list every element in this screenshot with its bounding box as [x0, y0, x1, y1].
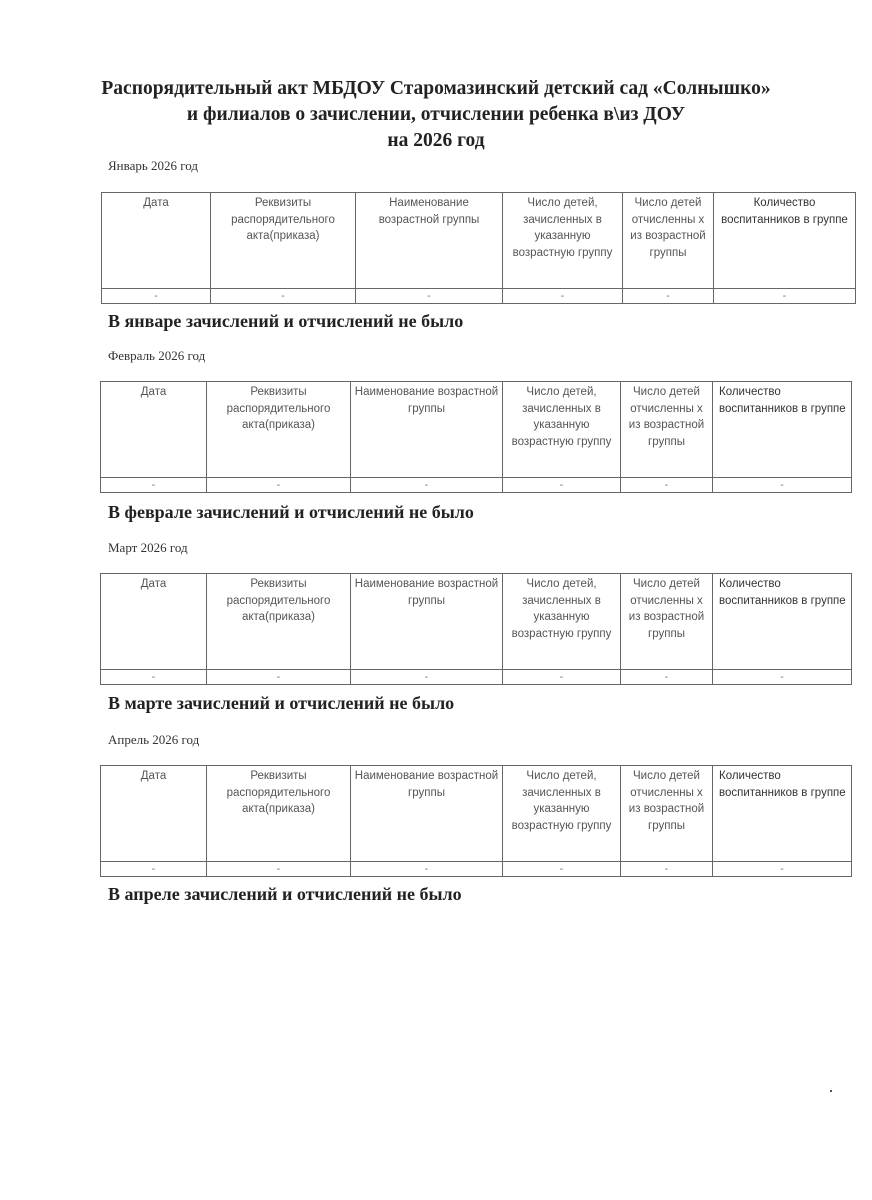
month-label: Март 2026 год [108, 540, 188, 555]
table-cell: - [351, 862, 503, 877]
column-header: Число детей отчисленны х из возрастной группы [621, 382, 713, 478]
table-cell: - [713, 862, 852, 877]
month-summary: В апреле зачислений и отчислений не было [108, 884, 462, 904]
table-header-row [101, 382, 852, 478]
table-cell: - [207, 862, 351, 877]
table-row [101, 670, 852, 685]
column-header: Наименование возрастной группы [351, 574, 503, 670]
column-header: Число детей, зачисленных в указанную возрастную группу [503, 193, 623, 289]
table-cell: - [211, 289, 356, 304]
scan-speck [830, 1090, 832, 1092]
table-row [101, 862, 852, 877]
table-cell: - [356, 289, 503, 304]
table-cell: - [351, 478, 503, 493]
table-cell: - [623, 289, 714, 304]
table-header-row [101, 766, 852, 862]
table-cell: - [621, 478, 713, 493]
column-header: Число детей отчисленны х из возрастной группы [623, 193, 714, 289]
column-header: Дата [101, 382, 207, 478]
table-cell: - [207, 670, 351, 685]
table-cell: - [714, 289, 856, 304]
column-header: Реквизиты распорядительного акта(приказа) [207, 382, 351, 478]
enrollment-table [101, 192, 856, 304]
table-row [101, 478, 852, 493]
title-line-3: на 2026 год [387, 130, 485, 151]
month-label: Январь 2026 год [108, 158, 199, 173]
enrollment-table [100, 381, 852, 493]
column-header: Наименование возрастной группы [351, 766, 503, 862]
month-label: Апрель 2026 год [108, 732, 200, 747]
month-summary: В феврале зачислений и отчислений не было [108, 502, 474, 522]
table-cell: - [351, 670, 503, 685]
table-header-row [101, 574, 852, 670]
column-header: Дата [101, 574, 207, 670]
table-cell: - [503, 289, 623, 304]
title-line-2: и филиалов о зачислении, отчислении ребенка в\из ДОУ [186, 104, 686, 125]
table-cell: - [101, 670, 207, 685]
column-header: Количество воспитанников в группе [713, 574, 852, 670]
month-summary: В январе зачислений и отчислений не было [108, 311, 464, 331]
column-header: Число детей отчисленны х из возрастной группы [621, 574, 713, 670]
month-label: Февраль 2026 год [108, 348, 206, 363]
column-header: Количество воспитанников в группе [714, 193, 856, 289]
column-header: Число детей, зачисленных в указанную возрастную группу [503, 382, 621, 478]
table-cell: - [101, 478, 207, 493]
column-header: Число детей, зачисленных в указанную возрастную группу [503, 766, 621, 862]
column-header: Реквизиты распорядительного акта(приказа) [207, 766, 351, 862]
table-cell: - [102, 289, 211, 304]
table-row [102, 289, 856, 304]
enrollment-table [100, 765, 852, 877]
title-line-1: Распорядительный акт МБДОУ Старомазинский детский сад «Солнышко» [101, 78, 771, 99]
column-header: Число детей отчисленны х из возрастной группы [621, 766, 713, 862]
table-cell: - [713, 670, 852, 685]
table-cell: - [621, 670, 713, 685]
table-cell: - [207, 478, 351, 493]
column-header: Количество воспитанников в группе [713, 766, 852, 862]
column-header: Число детей, зачисленных в указанную возрастную группу [503, 574, 621, 670]
document-title [0, 76, 872, 154]
column-header: Наименование возрастной группы [351, 382, 503, 478]
column-header: Дата [102, 193, 211, 289]
table-header-row [102, 193, 856, 289]
table-cell: - [503, 670, 621, 685]
column-header: Дата [101, 766, 207, 862]
column-header: Реквизиты распорядительного акта(приказа) [211, 193, 356, 289]
table-cell: - [503, 862, 621, 877]
column-header: Наименование возрастной группы [356, 193, 503, 289]
column-header: Количество воспитанников в группе [713, 382, 852, 478]
table-cell: - [503, 478, 621, 493]
table-cell: - [101, 862, 207, 877]
table-cell: - [713, 478, 852, 493]
enrollment-table [100, 573, 852, 685]
month-summary: В марте зачислений и отчислений не было [108, 693, 455, 713]
column-header: Реквизиты распорядительного акта(приказа) [207, 574, 351, 670]
table-cell: - [621, 862, 713, 877]
